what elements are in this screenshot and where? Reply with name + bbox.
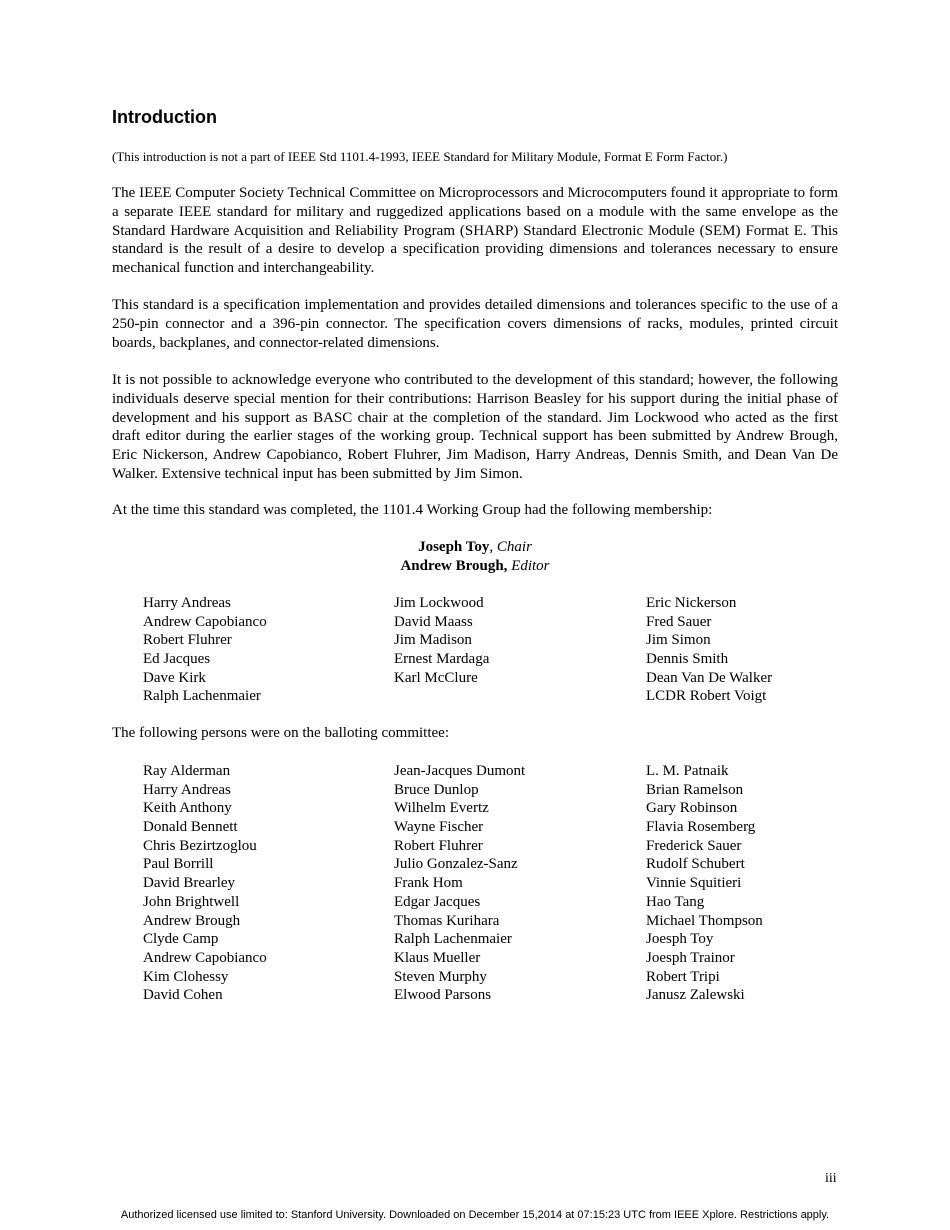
person-name: Fred Sauer [646,613,712,630]
person-name: Robert Fluhrer [394,837,483,854]
person-name: Jim Lockwood [394,595,484,611]
person-name: Eric Nickerson [646,595,737,611]
person-name: L. M. Patnaik [646,763,729,779]
license-footer: Authorized licensed use limited to: Stanford University. Downloaded on December 15,2014 at 07:15:23 UTC from IEEE Xplore. Restrictions apply. [120,1209,830,1221]
chair-role: , Chair [489,539,532,555]
paragraph-membership-intro: At the time this standard was completed, the 1101.4 Working Group had the following membership: [112,502,713,518]
paragraph-purpose: The IEEE Computer Society Technical Committee on Microprocessors and Microcomputers found it appropriate to form a separate IEEE standard for military and ruggedized applications based on a module with the same envelope as the Standard Hardware Acquisition and Reliability Program (SHARP) Standard Electronic Module (SEM) Format E. This standard is the result of a desire to develop a specification providing dimensions and tolerances necessary to ensure mechanical function and interchangeability. [112,185,838,277]
introduction-note: (This introduction is not a part of IEEE Std 1101.4-1993, IEEE Standard for Military Module, Format E Form Factor.) [112,149,728,164]
person-name: Ernest Mardaga [394,651,490,668]
member-column-3 [646,594,772,706]
person-name: Hao Tang [646,893,705,910]
person-name: Wilhelm Evertz [394,800,489,817]
person-name: David Cohen [143,987,223,1004]
person-name: David Maass [394,613,473,630]
person-name: Robert Fluhrer [143,632,232,649]
editor-line [112,557,838,576]
person-name: Andrew Capobianco [143,613,267,630]
person-name: Karl McClure [394,669,478,686]
person-name: Ralph Lachenmaier [394,931,512,948]
paragraph-scope: This standard is a specification implementation and provides detailed dimensions and tolerances specific to the use of a 250-pin connector and a 396-pin connector. The specification covers dimensions of racks, modules, printed circuit boards, backplanes, and connector-related dimensions. [112,297,838,351]
person-name: Chris Bezirtzoglou [143,837,257,854]
paragraph-ballot-intro: The following persons were on the balloting committee: [112,725,450,741]
paragraph-acknowledgments: It is not possible to acknowledge everyone who contributed to the development of this standard; however, the following individuals deserve special mention for their contributions: Harrison Beasley for his support during the initial phase of development and his support as BASC chair at the completion of the standard. Jim Lockwood who acted as the first draft editor during the earlier stages of the working group. Technical support has been submitted by Andrew Brough, Eric Nickerson, Andrew Capobianco, Robert Fluhrer, Jim Madison, Harry Andreas, Dennis Smith, and Dean Van De Walker. Extensive technical input has been submitted by Jim Simon. [112,372,838,482]
person-name: Michael Thompson [646,912,763,929]
section-heading: Introduction [112,107,217,127]
chair-name: Joseph Toy [418,539,490,555]
chair-line [112,538,838,557]
person-name: Joesph Trainor [646,949,735,966]
person-name: Harry Andreas [143,595,231,611]
person-name: Edgar Jacques [394,893,481,910]
person-name: Paul Borrill [143,856,214,873]
person-name: David Brearley [143,875,236,892]
person-name: Harry Andreas [143,781,231,798]
person-name: Wayne Fischer [394,819,484,836]
ballot-column-3 [646,762,763,1005]
person-name: Robert Tripi [646,968,720,985]
editor-role: Editor [507,557,550,574]
person-name: Gary Robinson [646,800,738,817]
person-name: Bruce Dunlop [394,781,479,798]
page-number: iii [825,1171,837,1186]
person-name: Jim Madison [394,632,472,649]
person-name: Rudolf Schubert [646,856,745,873]
person-name: Dennis Smith [646,651,729,668]
person-name: Andrew Capobianco [143,949,267,966]
person-name: Ed Jacques [143,651,211,668]
person-name: Joesph Toy [646,931,714,948]
person-name: Donald Bennett [143,819,238,836]
person-name: Frank Hom [394,875,463,892]
person-name: Keith Anthony [143,800,232,817]
person-name: Janusz Zalewski [646,987,745,1004]
person-name: Kim Clohessy [143,968,229,985]
member-column-2 [394,594,489,687]
person-name: Flavia Rosemberg [646,819,756,836]
person-name: Frederick Sauer [646,837,742,854]
person-name: Vinnie Squitieri [646,875,742,892]
person-name: Jean-Jacques Dumont [394,763,526,779]
member-column-1 [143,594,267,706]
person-name: Elwood Parsons [394,987,492,1004]
person-name: Ray Alderman [143,763,231,779]
person-name: Ralph Lachenmaier [143,688,261,705]
person-name: Andrew Brough [143,912,241,929]
person-name: Thomas Kurihara [394,912,500,929]
person-name: Dean Van De Walker [646,669,773,686]
ballot-column-2 [394,762,525,1005]
person-name: Klaus Mueller [394,949,481,966]
person-name: Dave Kirk [143,669,206,686]
ballot-column-1 [143,762,267,1005]
person-name: Brian Ramelson [646,781,744,798]
editor-name: Andrew Brough, [400,557,508,574]
person-name: LCDR Robert Voigt [646,688,767,705]
person-name: Steven Murphy [394,968,487,985]
person-name: John Brightwell [143,893,240,910]
person-name: Jim Simon [646,632,711,649]
person-name: Clyde Camp [143,931,219,948]
working-group-officers [112,538,838,576]
person-name: Julio Gonzalez-Sanz [394,856,518,873]
